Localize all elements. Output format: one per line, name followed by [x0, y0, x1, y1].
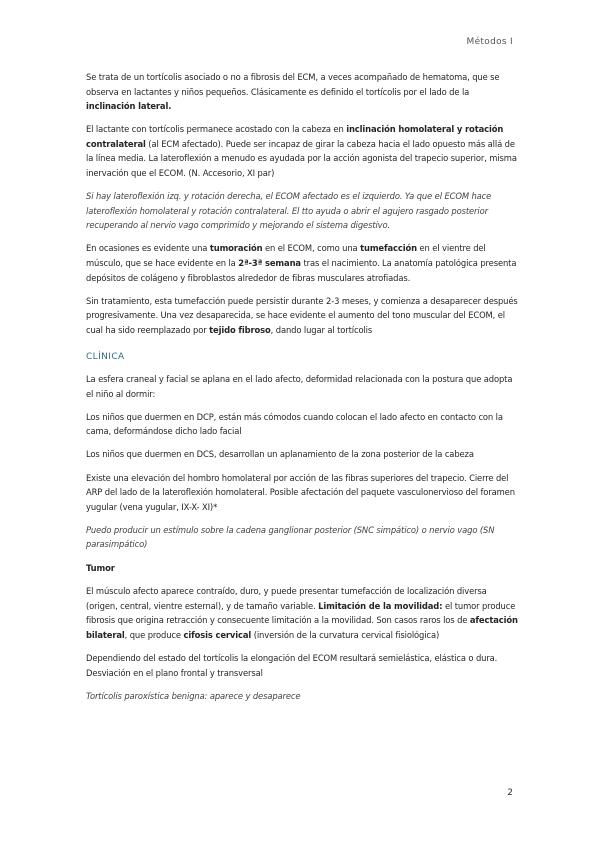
bold-term: Limitación de la movilidad: [318, 600, 443, 611]
text-run: (inversión de la curvatura cervical fisiológica) [251, 629, 440, 640]
text-run: Se trata de un tortícolis asociado o no a fibrosis del ECM, a veces acompañado de hematoma, que se observa en lactantes y niños pequeños. Clásicamente es definido el tortícolis por el lado de la [86, 72, 500, 97]
text-run: Si hay lateroflexión izq. y rotación derecha, el ECOM afectado es el izquierdo. Ya que el ECOM hace lateroflexión homolateral y rotación contralateral. El tto ayuda o abrir el agujero rasgado posterior recuperando al nervio vago comprimido y mejorando el sistema digestivo. [86, 191, 492, 231]
text-run: , que produce [124, 629, 184, 640]
body-paragraph [86, 241, 518, 285]
body-paragraph [86, 584, 518, 642]
subheading: Tumor [86, 562, 115, 573]
text-run: La esfera craneal y facial se aplana en el lado afecto, deformidad relacionada con la postura que adopta el niño al dormir: [86, 374, 513, 399]
bold-term: inclinación homolateral y rotación contralateral [86, 124, 504, 149]
text-run: en el ECOM, como una [262, 243, 361, 254]
body-paragraph [86, 372, 518, 401]
page-number: 2 [507, 788, 513, 798]
body-paragraph [86, 410, 518, 439]
page-body [86, 70, 518, 712]
note-paragraph [86, 689, 518, 704]
bold-term: 2ª-3ª semana [238, 258, 301, 269]
text-run: Existe una elevación del hombro homolateral por acción de las fibras superiores del trapecio. Cierre del ARP del lado de la lateroflexión homolateral. Posible afectación del paquete vasculonervioso del foramen yugular (vena yugular, IX-X- XI)* [86, 472, 515, 512]
body-paragraph [86, 70, 518, 114]
bold-term: inclinación lateral. [86, 101, 172, 112]
text-run: Los niños que duermen en DCS, desarrollan un aplanamiento de la zona posterior de la cabeza [86, 449, 474, 460]
note-paragraph [86, 523, 518, 552]
bold-term: afectación bilateral [86, 615, 518, 640]
text-run: Sin tratamiento, esta tumefacción puede persistir durante 2-3 meses, y comienza a desaparecer después progresivamente. Una vez desaparecida, se hace evidente el aumento del tono muscular del ECOM, el cual ha sido reemplazado por [86, 295, 518, 335]
bold-term: tumoración [209, 243, 263, 254]
text-run: en el vientre del músculo, que se hace evidente en la [86, 243, 486, 269]
bold-term: tejido fibroso [209, 324, 271, 335]
text-run: (al ECM afectado). Puede ser incapaz de girar la cabeza hacia el lado opuesto más allá de la línea media. La lateroflexión a menudo es ayudada por la acción agonista del trapecio superior, misma inervación que el ECOM. (N. Accesorio, XI par) [86, 138, 517, 179]
running-header: Métodos I [466, 37, 513, 47]
body-paragraph [86, 651, 518, 680]
text-run: Puedo producir un estímulo sobre la cadena ganglionar posterior (SNC simpático) o nervio vago (SN parasimpático) [86, 524, 495, 550]
body-paragraph [86, 447, 518, 462]
body-paragraph [86, 471, 518, 515]
body-paragraph [86, 294, 518, 338]
body-paragraph [86, 122, 518, 180]
bold-term: cifosis cervical [183, 629, 252, 640]
text-run: Dependiendo del estado del tortícolis la elongación del ECOM resultará semielástica, elástica o dura. Desviación en el plano frontal y transversal [86, 653, 498, 678]
text-run: Los niños que duermen en DCP, están más cómodos cuando colocan el lado afecto en contacto con la cama, deformándose dicho lado facial [86, 411, 503, 437]
text-run: El músculo afecto aparece contraído, duro, y puede presentar tumefacción de localización diversa (origen, central, vientre esternal), y de tamaño variable. [86, 586, 487, 611]
text-run: Tortícolis paroxística benigna: aparece y desaparece [86, 690, 301, 701]
section-heading: CLÍNICA [86, 351, 125, 362]
text-run: El lactante con tortícolis permanece acostado con la cabeza en [86, 124, 347, 135]
bold-term: tumefacción [360, 243, 417, 254]
note-paragraph [86, 189, 518, 233]
text-run: , dando lugar al tortícolis [270, 324, 373, 335]
text-run: tras el nacimiento. La anatomía patológica presenta depósitos de colágeno y fibroblastos alrededor de fibras musculares atrofiadas. [86, 258, 517, 283]
text-run: En ocasiones es evidente una [86, 243, 210, 254]
text-run: el tumor produce fibrosis que origina retracción y consecuente limitación a la movilidad. Son casos raros los de [86, 600, 516, 626]
